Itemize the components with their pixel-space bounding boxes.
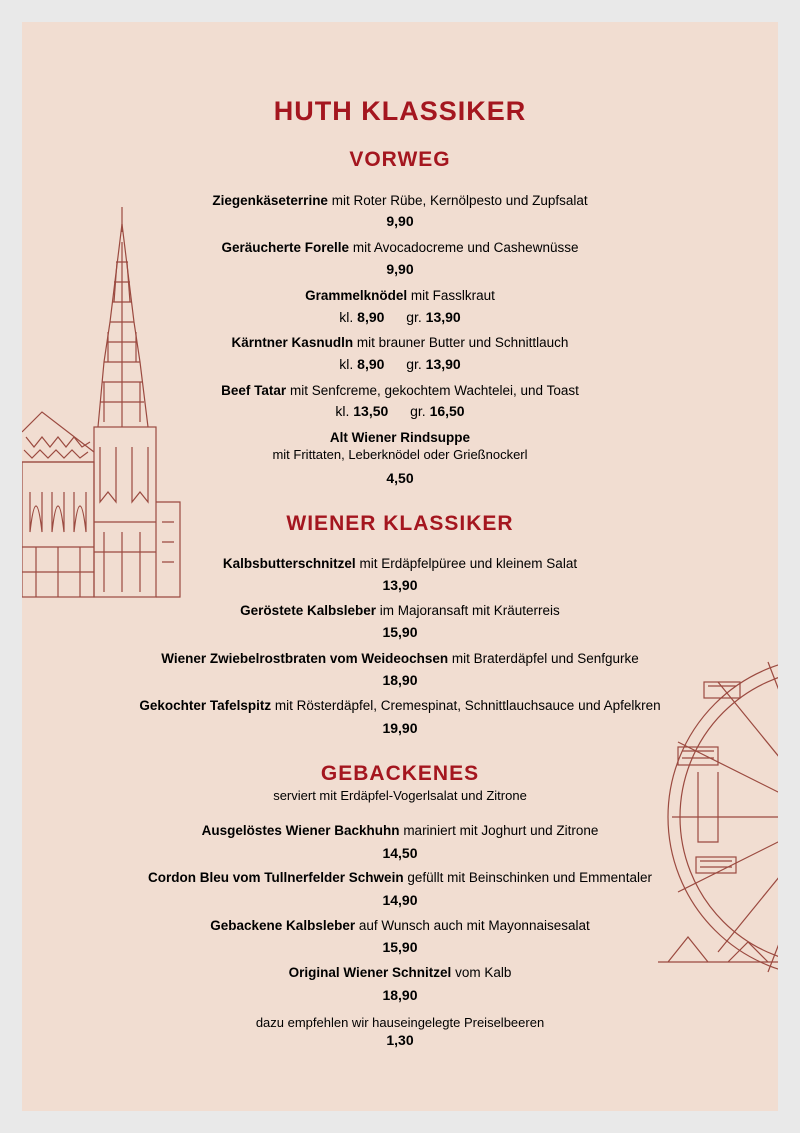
dish-name: Original Wiener Schnitzel [288,965,452,980]
menu-item [22,964,778,982]
menu-item [22,697,778,715]
small-size-price: 8,90 [357,309,385,325]
large-size-label: gr. [406,356,422,372]
dish-name: Cordon Bleu vom Tullnerfelder Schwein [148,870,404,885]
dish-price: 19,90 [382,720,418,736]
dish-name: Beef Tatar [221,383,287,398]
dish-size-prices [22,402,778,420]
dish-price: 14,90 [382,892,418,908]
dish-description: mit Rösterdäpfel, Cremespinat, Schnittlauchsauce und Apfelkren [274,698,661,713]
menu-item [22,334,778,352]
dish-description: mit Braterdäpfel und Senfgurke [451,651,639,666]
dish-price: 4,50 [386,470,414,486]
large-size-price: 13,90 [425,356,461,372]
dish-price: 9,90 [386,261,414,277]
dish-price: 18,90 [382,987,418,1003]
menu-item [22,429,778,447]
small-size-label: kl. [339,356,354,372]
large-size-label: gr. [410,403,426,419]
dish-name: Grammelknödel [305,288,408,303]
dish-price: 9,90 [386,213,414,229]
menu-item [22,602,778,620]
dish-description: mit Roter Rübe, Kernölpesto und Zupfsalat [331,193,588,208]
section-heading-vorweg: VORWEG [349,148,451,171]
dish-name: Gekochter Tafelspitz [139,698,272,713]
menu-page [22,22,778,1111]
small-size-label: kl. [335,403,350,419]
recommendation-price: 1,30 [386,1032,414,1048]
dish-name: Ziegenkäseterrine [212,193,328,208]
dish-description: mit Fasslkraut [410,288,495,303]
small-size-price: 13,50 [353,403,389,419]
dish-size-prices [22,355,778,373]
dish-description: gefüllt mit Beinschinken und Emmentaler [407,870,652,885]
section-heading-wiener-klassiker: WIENER KLASSIKER [286,512,514,535]
menu-item [22,239,778,257]
dish-description: auf Wunsch auch mit Mayonnaisesalat [358,918,590,933]
menu-item [22,917,778,935]
dish-description: mit Erdäpfelpüree und kleinem Salat [359,556,578,571]
dish-description: mariniert mit Joghurt und Zitrone [403,823,599,838]
menu-item [22,869,778,887]
dish-description: mit brauner Butter und Schnittlauch [356,335,569,350]
menu-item [22,650,778,668]
dish-price: 15,90 [382,939,418,955]
large-size-label: gr. [406,309,422,325]
menu-item [22,382,778,400]
dish-price: 15,90 [382,624,418,640]
dish-price: 14,50 [382,845,418,861]
dish-price: 18,90 [382,672,418,688]
menu-item [22,192,778,210]
small-size-label: kl. [339,309,354,325]
dish-description: mit Senfcreme, gekochtem Wachtelei, und Toast [289,383,579,398]
dish-description: mit Frittaten, Leberknödel oder Grießnockerl [272,447,528,462]
dish-name: Gebackene Kalbsleber [210,918,356,933]
section-heading-gebackenes: GEBACKENES [320,762,480,785]
menu-item [22,822,778,840]
small-size-price: 8,90 [357,356,385,372]
menu-item [22,555,778,573]
dish-description: vom Kalb [455,965,512,980]
menu-item [22,287,778,305]
dish-name: Wiener Zwiebelrostbraten vom Weideochsen [161,651,449,666]
large-size-price: 16,50 [429,403,465,419]
dish-name: Alt Wiener Rindsuppe [329,430,471,445]
dish-size-prices [22,308,778,326]
recommendation-text: dazu empfehlen wir hauseingelegte Preiselbeeren [255,1015,545,1030]
large-size-price: 13,90 [425,309,461,325]
dish-name: Kalbsbutterschnitzel [222,556,356,571]
section-subtitle: serviert mit Erdäpfel-Vogerlsalat und Zitrone [273,788,527,803]
dish-price: 13,90 [382,577,418,593]
page-title: HUTH KLASSIKER [273,96,527,126]
dish-description: im Majoransaft mit Kräuterreis [379,603,560,618]
dish-description: mit Avocadocreme und Cashewnüsse [352,240,579,255]
dish-name: Geröstete Kalbsleber [240,603,376,618]
dish-name: Geräucherte Forelle [221,240,350,255]
dish-name: Kärntner Kasnudln [231,335,354,350]
dish-name: Ausgelöstes Wiener Backhuhn [201,823,400,838]
